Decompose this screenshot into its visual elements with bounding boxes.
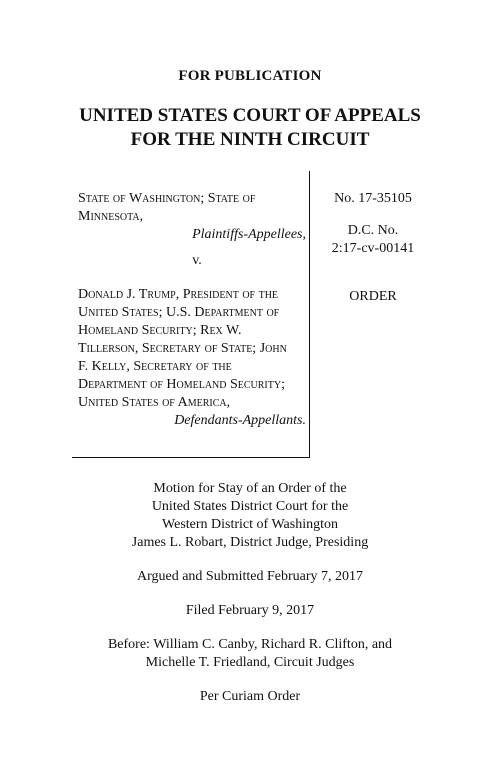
motion-line: Western District of Washington bbox=[162, 517, 338, 532]
plaintiffs-role: Plaintiffs-Appellees, bbox=[192, 227, 306, 242]
versus: v. bbox=[192, 253, 202, 268]
filed-date: Filed February 9, 2017 bbox=[185, 603, 315, 618]
motion-line: United States District Court for the bbox=[151, 499, 349, 514]
motion-line: Motion for Stay of an Order of the bbox=[153, 481, 347, 496]
dc-label: D.C. No. bbox=[347, 223, 399, 238]
court-name-line-2: FOR THE NINTH CIRCUIT bbox=[130, 129, 370, 150]
document-type: ORDER bbox=[349, 289, 397, 304]
dc-number: 2:17-cv-00141 bbox=[331, 241, 415, 256]
per-curiam: Per Curiam Order bbox=[199, 689, 301, 704]
publication-status: FOR PUBLICATION bbox=[178, 68, 322, 84]
plaintiffs-line: Minnesota, bbox=[78, 209, 144, 224]
defendants-line: F. Kelly, Secretary of the bbox=[78, 359, 232, 374]
case-number: No. 17-35105 bbox=[334, 191, 412, 206]
case-info bbox=[314, 190, 432, 306]
motion-description bbox=[0, 480, 500, 552]
defendants-line: Department of Homeland Security; bbox=[78, 377, 285, 392]
document-body bbox=[0, 480, 500, 722]
defendants-line: Donald J. Trump, President of the bbox=[78, 287, 279, 302]
court-name-line-1: UNITED STATES COURT OF APPEALS bbox=[79, 105, 421, 126]
case-parties bbox=[78, 190, 306, 430]
defendants-role: Defendants-Appellants. bbox=[174, 413, 306, 428]
panel-line: Before: William C. Canby, Richard R. Clifton, and bbox=[107, 637, 393, 652]
panel-line: Michelle T. Friedland, Circuit Judges bbox=[145, 655, 355, 670]
plaintiffs-line: State of Washington; State of bbox=[78, 191, 256, 206]
motion-line: James L. Robart, District Judge, Presiding bbox=[131, 535, 369, 550]
defendants-line: United States of America, bbox=[78, 395, 231, 410]
defendants-line: Tillerson, Secretary of State; John bbox=[78, 341, 287, 356]
defendants-line: United States; U.S. Department of bbox=[78, 305, 280, 320]
defendants-line: Homeland Security; Rex W. bbox=[78, 323, 242, 338]
argued-date: Argued and Submitted February 7, 2017 bbox=[136, 569, 364, 584]
court-name bbox=[0, 104, 500, 152]
panel-judges bbox=[0, 636, 500, 672]
